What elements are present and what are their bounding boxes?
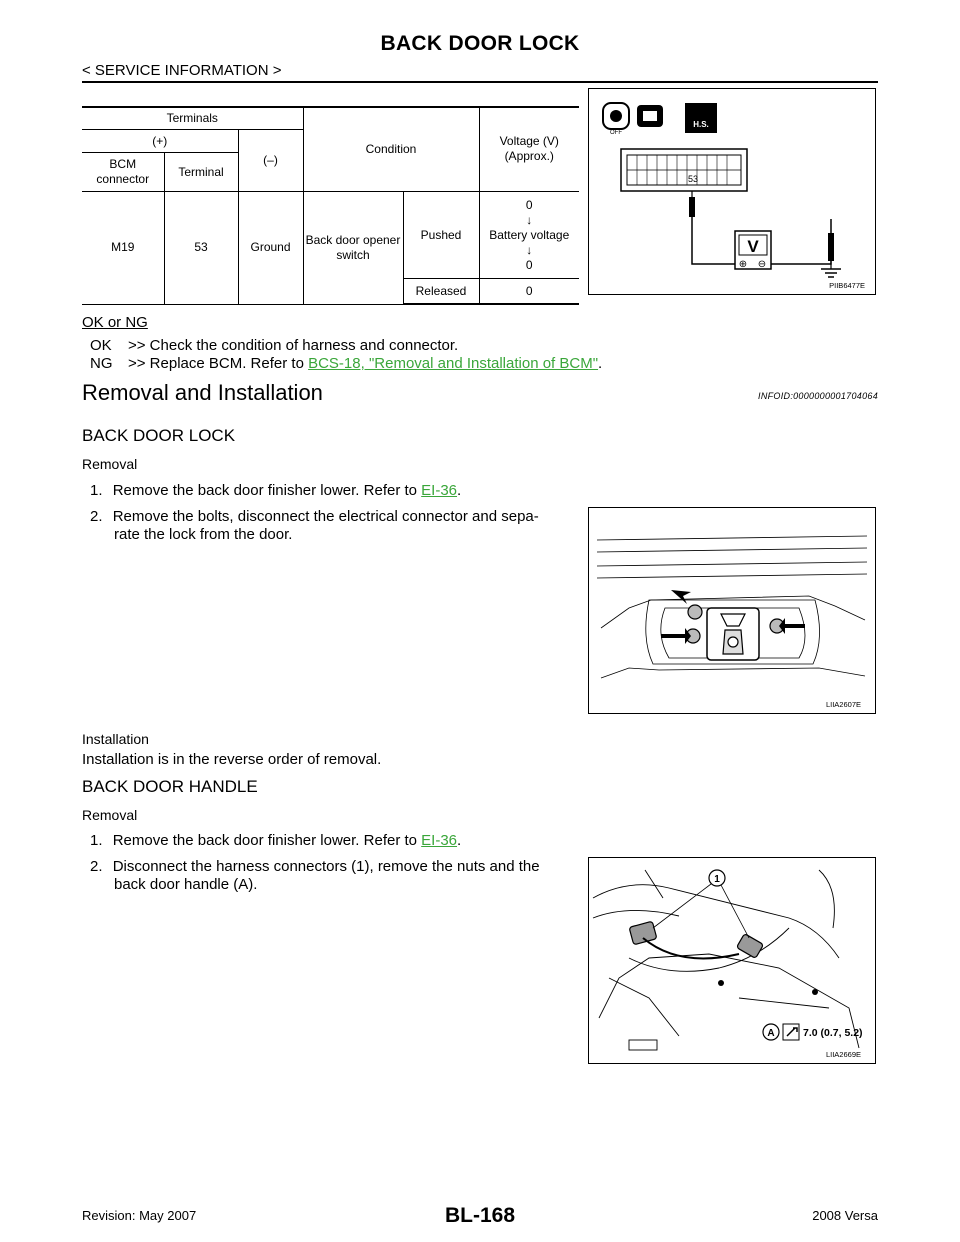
cell-released: Released — [403, 279, 479, 305]
handle-step-1: 1. Remove the back door finisher lower. Refer to EI-36. — [90, 832, 462, 849]
cell-pushed: Pushed — [403, 192, 479, 279]
arrow-icon — [661, 628, 691, 644]
terminal-table — [82, 106, 579, 305]
lock-step-2-cont: rate the lock from the door. — [114, 526, 293, 543]
connector-plug-icon — [637, 105, 663, 127]
terminal-header: Terminal — [164, 153, 238, 192]
lock-assembly — [707, 608, 759, 660]
cell-switch: Back door opener switch — [303, 192, 403, 305]
figure-back-door-lock — [588, 507, 876, 714]
lock-subtitle: BACK DOOR LOCK — [82, 426, 236, 445]
breadcrumb: < SERVICE INFORMATION > — [82, 62, 282, 79]
pin-53-label: 53 — [687, 174, 699, 184]
voltage-line: 0 — [525, 257, 533, 272]
footer-revision: Revision: May 2007 — [82, 1208, 197, 1223]
ok-ng-label: OK or NG — [82, 314, 148, 331]
back-door-lock-drawing — [589, 508, 875, 713]
probe-minus — [828, 233, 834, 261]
condition-header: Condition — [303, 107, 479, 192]
ignition-off-icon — [603, 103, 629, 136]
harness-side-icon — [685, 103, 717, 133]
terminals-header: Terminals — [82, 107, 303, 130]
bcm-connector-outline — [621, 149, 747, 191]
ign-label: OFF — [610, 130, 622, 136]
figure-back-door-handle — [588, 857, 876, 1064]
voltage-line: Battery voltage — [489, 227, 570, 242]
cell-terminal: 53 — [164, 192, 238, 305]
bcm-connector-header: BCM connector — [82, 153, 164, 192]
connector-voltmeter-drawing — [589, 89, 875, 294]
voltage-line: 0 — [525, 197, 533, 212]
figure-id: PIIB6477E — [829, 281, 865, 290]
table-top-rule — [82, 106, 579, 108]
torque-value: 7.0 (0.7, 5.2) — [803, 1027, 863, 1039]
bolt-upper-left — [688, 605, 702, 619]
handle-step-2-cont: back door handle (A). — [114, 876, 258, 893]
wire-plus — [692, 217, 737, 264]
wire-minus — [771, 219, 831, 264]
ground-icon — [821, 269, 841, 277]
voltage-arrow: ↓ — [526, 212, 533, 227]
handle-subtitle: BACK DOOR HANDLE — [82, 777, 258, 796]
page-number: BL-168 — [444, 1204, 516, 1227]
handle-step-2: 2. Disconnect the harness connectors (1), remove the nuts and the — [90, 858, 540, 875]
installation-label: Installation — [82, 731, 149, 747]
info-id: INFOID:0000000001704064 — [758, 391, 878, 401]
arrow-icon — [671, 590, 691, 604]
header-rule — [82, 81, 878, 83]
ei-36-link[interactable]: EI-36 — [421, 832, 458, 849]
installation-text: Installation is in the reverse order of removal. — [82, 751, 382, 768]
callout-a: A — [767, 1028, 775, 1039]
minus-terminal: ⊖ — [757, 259, 767, 270]
cell-ground: Ground — [238, 192, 303, 305]
cell-pushed-voltage — [479, 192, 579, 279]
page-title: BACK DOOR LOCK — [380, 32, 580, 55]
arrow-icon — [779, 618, 805, 634]
ng-line: NG >> Replace BCM. Refer to BCS-18, "Removal and Installation of BCM". — [90, 355, 603, 372]
terminal-table-wrap — [82, 106, 579, 305]
minus-header: (–) — [238, 130, 303, 192]
figure-id: LIIA2669E — [825, 1050, 861, 1059]
voltage-header: Voltage (V) (Approx.) — [479, 107, 579, 192]
cell-connector: M19 — [82, 192, 164, 305]
probe-plus — [689, 197, 695, 217]
back-door-handle-drawing — [589, 858, 875, 1063]
lock-step-2: 2. Remove the bolts, disconnect the electrical connector and sepa- — [90, 508, 539, 525]
bcs-18-link[interactable]: BCS-18, "Removal and Installation of BCM" — [308, 355, 599, 372]
figure-id: LIIA2607E — [825, 700, 861, 709]
callout-1: 1 — [714, 874, 720, 885]
voltmeter-label: V — [747, 237, 759, 256]
figure-connector-voltmeter — [588, 88, 876, 295]
ok-line: OK >> Check the condition of harness and connector. — [90, 337, 459, 354]
voltage-arrow: ↓ — [526, 242, 533, 257]
ei-36-link[interactable]: EI-36 — [421, 482, 458, 499]
lock-removal-label: Removal — [82, 456, 138, 472]
footer-model: 2008 Versa — [812, 1208, 878, 1223]
section-title: Removal and Installation — [82, 380, 323, 405]
plus-terminal: ⊕ — [738, 259, 748, 270]
plus-header: (+) — [82, 130, 238, 153]
cell-released-voltage: 0 — [479, 279, 579, 305]
lock-step-1: 1. Remove the back door finisher lower. Refer to EI-36. — [90, 482, 462, 499]
hs-label: H.S. — [693, 120, 709, 129]
handle-removal-label: Removal — [82, 807, 138, 823]
